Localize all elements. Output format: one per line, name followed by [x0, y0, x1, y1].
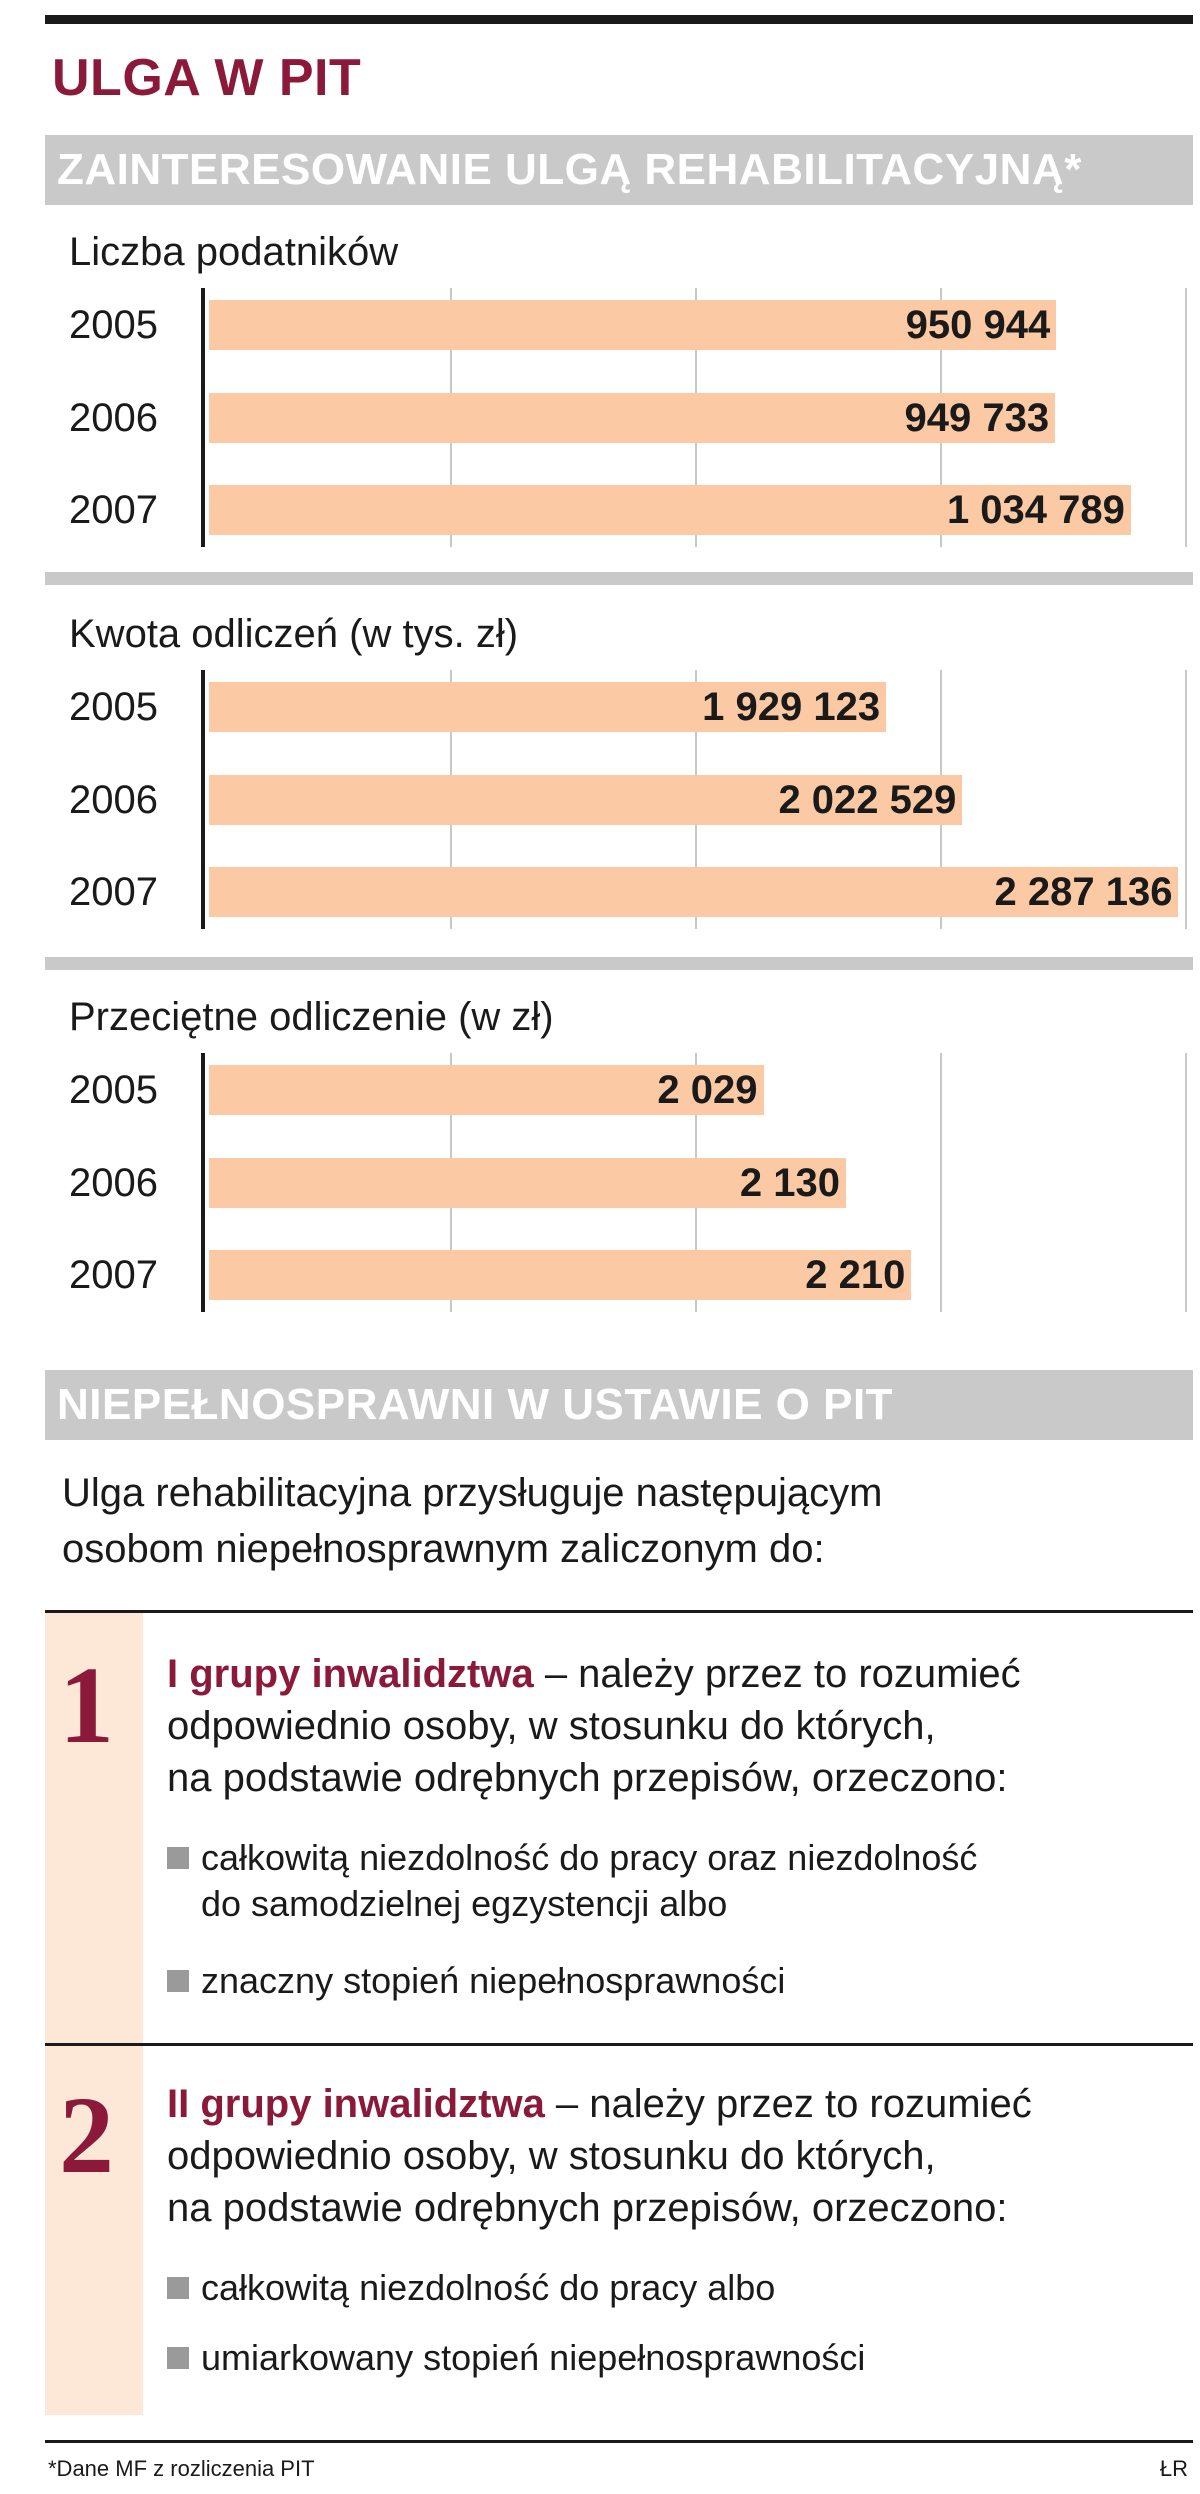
- grid-line: [1185, 1053, 1187, 1312]
- bullet-square-icon: [167, 2347, 189, 2369]
- group-heading: II grupy inwalidztwa: [167, 2082, 545, 2126]
- y-axis-line: [201, 288, 205, 547]
- bar-value-label: 949 733: [904, 396, 1050, 440]
- list-item: całkowitą niezdolność do pracy oraz niezdolność do samodzielnej egzystencji albo: [167, 1835, 1167, 1927]
- bar-value-label: 2 210: [805, 1253, 906, 1297]
- grid-line: [1185, 670, 1187, 929]
- group-text: na podstawie odrębnych przepisów, orzeczono:: [167, 2186, 1008, 2230]
- bar-value-label: 1 929 123: [702, 685, 881, 729]
- chart-deduction-amount: [45, 612, 1193, 947]
- bar-value-label: 2 022 529: [778, 778, 957, 822]
- list-item: całkowitą niezdolność do pracy albo: [167, 2265, 1167, 2311]
- intro-line: osobom niepełnosprawnym zaliczonym do:: [62, 1527, 825, 1571]
- grid-line: [940, 1053, 942, 1312]
- footer-rule: [45, 2440, 1193, 2443]
- group-heading: I grupy inwalidztwa: [167, 1652, 534, 1696]
- year-label: 2005: [69, 685, 158, 729]
- y-axis-line: [201, 670, 205, 929]
- bar-value-label: 2 130: [739, 1161, 840, 1205]
- year-label: 2007: [69, 488, 158, 532]
- section-band-disabled: NIEPEŁNOSPRAWNI W USTAWIE O PIT: [45, 1370, 1193, 1440]
- group-description: [167, 1648, 1177, 1804]
- credit: ŁR: [1159, 2456, 1188, 2481]
- list-item: umiarkowany stopień niepełnosprawności: [167, 2335, 1167, 2381]
- y-axis-line: [201, 1053, 205, 1312]
- year-label: 2007: [69, 870, 158, 914]
- section-band-interest: ZAINTERESOWANIE ULGĄ REHABILITACYJNĄ*: [45, 135, 1193, 205]
- bar-value-label: 950 944: [905, 303, 1051, 347]
- chart-title: Kwota odliczeń (w tys. zł): [69, 612, 519, 656]
- intro-text: [62, 1465, 1162, 1577]
- year-label: 2007: [69, 1253, 158, 1297]
- group-text: odpowiednio osoby, w stosunku do których,: [167, 1704, 936, 1748]
- disability-groups: [45, 1610, 1193, 2415]
- bar-value-label: 2 287 136: [994, 870, 1173, 914]
- bullet-square-icon: [167, 1970, 189, 1992]
- intro-line: Ulga rehabilitacyjna przysługuje następującym: [62, 1471, 883, 1515]
- page-title: ULGA W PIT: [52, 49, 362, 107]
- chart-title: Przeciętne odliczenie (w zł): [69, 995, 554, 1039]
- bar-value-label: 1 034 789: [946, 488, 1125, 532]
- list-item: znaczny stopień niepełnosprawności: [167, 1958, 1167, 2004]
- box-divider: [45, 2043, 1193, 2046]
- group-number: 2: [59, 2074, 114, 2196]
- group-text: odpowiednio osoby, w stosunku do których,: [167, 2134, 936, 2178]
- group-description: [167, 2078, 1177, 2234]
- separator: [45, 957, 1193, 970]
- group-text: – należy przez to rozumieć: [533, 1652, 1021, 1696]
- group-text: na podstawie odrębnych przepisów, orzeczono:: [167, 1756, 1008, 1800]
- year-label: 2005: [69, 303, 158, 347]
- separator: [45, 572, 1193, 585]
- year-label: 2005: [69, 1068, 158, 1112]
- chart-title: Liczba podatników: [69, 230, 399, 274]
- bullet-square-icon: [167, 2277, 189, 2299]
- chart-average-deduction: [45, 995, 1193, 1325]
- box-border-top: [45, 1610, 1193, 1613]
- year-label: 2006: [69, 1161, 158, 1205]
- bullet-square-icon: [167, 1847, 189, 1869]
- footnote: *Dane MF z rozliczenia PIT: [48, 2456, 315, 2481]
- group-text: – należy przez to rozumieć: [544, 2082, 1032, 2126]
- top-rule: [45, 15, 1193, 24]
- year-label: 2006: [69, 778, 158, 822]
- group-number: 1: [59, 1644, 114, 1766]
- bar-value-label: 2 029: [657, 1068, 758, 1112]
- chart-taxpayers: [45, 230, 1193, 565]
- year-label: 2006: [69, 396, 158, 440]
- grid-line: [1185, 288, 1187, 547]
